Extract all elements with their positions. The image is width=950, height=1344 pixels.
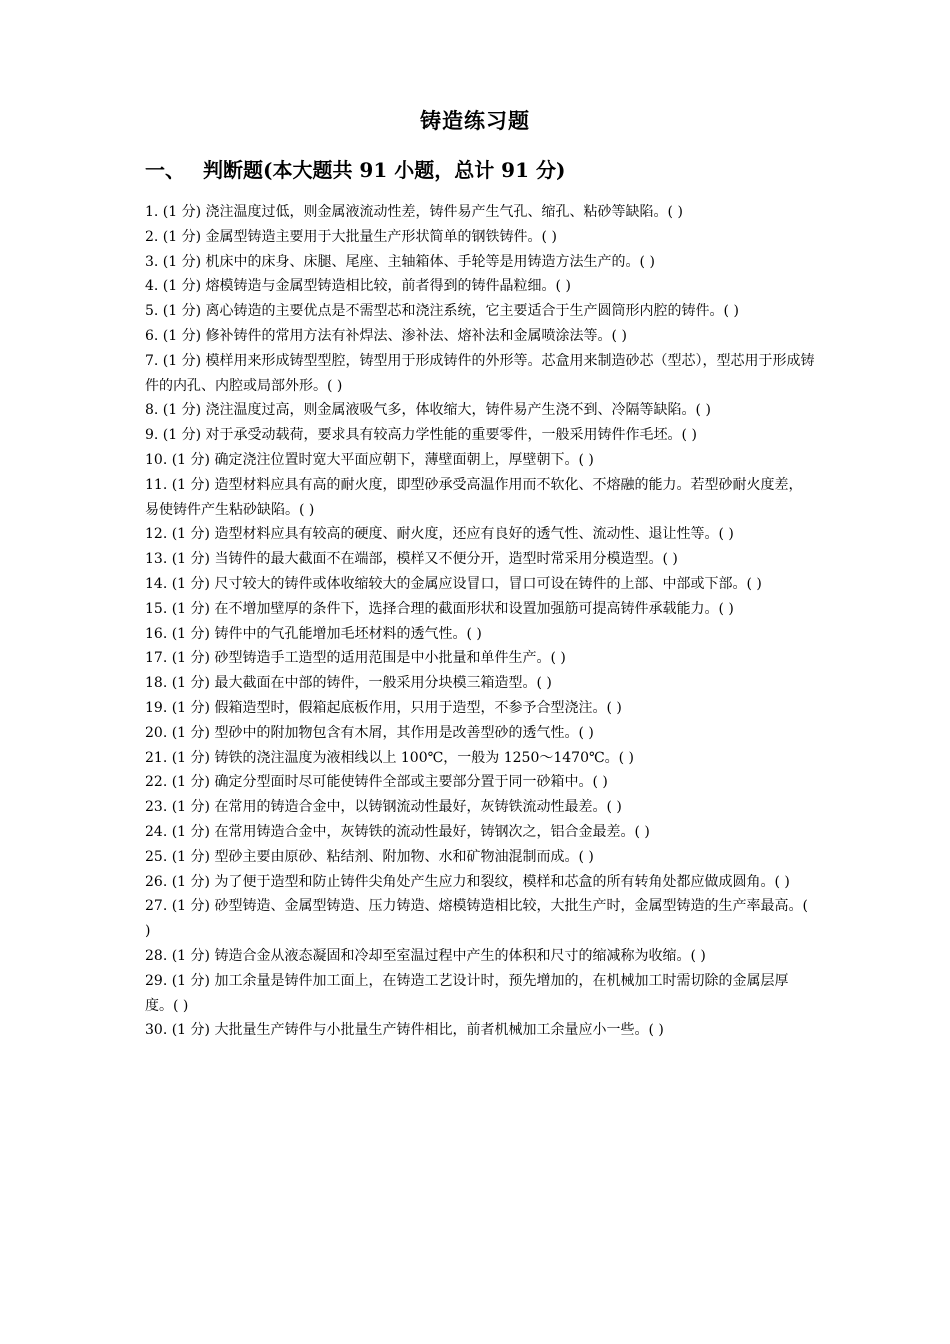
section-title: 判断题(本大题共 91 小题，总计 91 分) (203, 158, 566, 182)
question-item: 20. (1 分) 型砂中的附加物包含有木屑，其作用是改善型砂的透气性。( ) (145, 724, 594, 741)
question-item: 7. (1 分) 模样用来形成铸型型腔，铸型用于形成铸件的外形等。芯盒用来制造砂芯（型芯），型芯用于形成铸件的内孔、内腔或局部外形。( ) (145, 352, 815, 394)
question-item: 23. (1 分) 在常用的铸造合金中，以铸钢流动性最好，灰铸铁流动性最差。( ) (145, 799, 622, 816)
question-item: 25. (1 分) 型砂主要由原砂、粘结剂、附加物、水和矿物油混制而成。( ) (145, 848, 594, 865)
question-item: 10. (1 分) 确定浇注位置时宽大平面应朝下，薄壁面朝上，厚壁朝下。( ) (145, 451, 594, 468)
question-item: 18. (1 分) 最大截面在中部的铸件，一般采用分块模三箱造型。( ) (145, 675, 552, 692)
document-title: 铸造练习题 (420, 108, 530, 133)
section-number: 一、 (145, 158, 185, 182)
question-item: 16. (1 分) 铸件中的气孔能增加毛坯材料的透气性。( ) (145, 625, 482, 642)
question-item: 17. (1 分) 砂型铸造手工造型的适用范围是中小批量和单件生产。( ) (145, 650, 566, 667)
question-item: 2. (1 分) 金属型铸造主要用于大批量生产形状简单的钢铁铸件。( ) (145, 228, 557, 245)
question-list (145, 200, 815, 1043)
question-item: 22. (1 分) 确定分型面时尽可能使铸件全部或主要部分置于同一砂箱中。( ) (145, 774, 608, 791)
question-item: 30. (1 分) 大批量生产铸件与小批量生产铸件相比，前者机械加工余量应小一些。( ) (145, 1022, 664, 1039)
question-item: 13. (1 分) 当铸件的最大截面不在端部，模样又不便分开，造型时常采用分模造型。( ) (145, 551, 678, 568)
question-item: 24. (1 分) 在常用铸造合金中，灰铸铁的流动性最好，铸钢次之，铝合金最差。( ) (145, 823, 650, 840)
question-item: 6. (1 分) 修补铸件的常用方法有补焊法、渗补法、熔补法和金属喷涂法等。( ) (145, 327, 627, 344)
question-item: 9. (1 分) 对于承受动载荷，要求具有较高力学性能的重要零件，一般采用铸件作毛坯。( ) (145, 427, 697, 444)
question-item: 21. (1 分) 铸铁的浇注温度为液相线以上 100℃，一般为 1250～1470℃。( ) (145, 749, 635, 766)
question-item: 3. (1 分) 机床中的床身、床腿、尾座、主轴箱体、手轮等是用铸造方法生产的。( ) (145, 253, 655, 270)
section-heading (145, 154, 845, 183)
question-item: 27. (1 分) 砂型铸造、金属型铸造、压力铸造、熔模铸造相比较，大批生产时，金属型铸造的生产率最高。( ) (145, 898, 808, 940)
question-item: 26. (1 分) 为了便于造型和防止铸件尖角处产生应力和裂纹，模样和芯盒的所有转角处都应做成圆角。( ) (145, 873, 790, 890)
question-item: 14. (1 分) 尺寸较大的铸件或体收缩较大的金属应设冒口，冒口可设在铸件的上部、中部或下部。( ) (145, 575, 762, 592)
question-item: 15. (1 分) 在不增加壁厚的条件下，选择合理的截面形状和设置加强筋可提高铸件承载能力。( ) (145, 600, 734, 617)
question-item: 5. (1 分) 离心铸造的主要优点是不需型芯和浇注系统，它主要适合于生产圆筒形内腔的铸件。( ) (145, 303, 739, 320)
question-item: 1. (1 分) 浇注温度过低，则金属液流动性差，铸件易产生气孔、缩孔、粘砂等缺陷。( ) (145, 204, 683, 220)
question-item: 4. (1 分) 熔模铸造与金属型铸造相比较，前者得到的铸件晶粒细。( ) (145, 278, 571, 295)
question-item: 28. (1 分) 铸造合金从液态凝固和冷却至室温过程中产生的体积和尺寸的缩减称为收缩。( ) (145, 947, 706, 964)
question-item: 29. (1 分) 加工余量是铸件加工面上，在铸造工艺设计时，预先增加的，在机械加工时需切除的金属层厚度。( ) (145, 972, 789, 1014)
question-item: 11. (1 分) 造型材料应具有高的耐火度，即型砂承受高温作用而不软化、不熔融的能力。若型砂耐火度差，易使铸件产生粘砂缺陷。( ) (145, 476, 803, 518)
question-item: 19. (1 分) 假箱造型时，假箱起底板作用，只用于造型，不参予合型浇注。( ) (145, 699, 622, 716)
question-item: 8. (1 分) 浇注温度过高，则金属液吸气多，体收缩大，铸件易产生浇不到、冷隔等缺陷。( ) (145, 402, 711, 419)
question-item: 12. (1 分) 造型材料应具有较高的硬度、耐火度，还应有良好的透气性、流动性、退让性等。( ) (145, 526, 734, 543)
